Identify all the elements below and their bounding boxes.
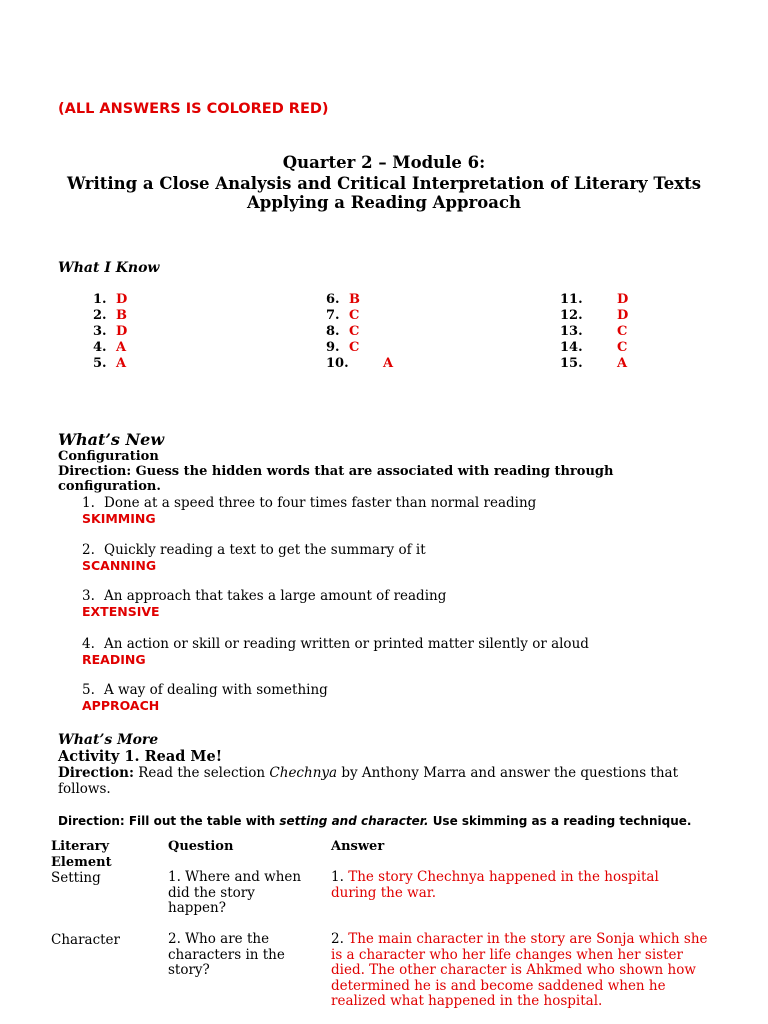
answer-item: 13. C — [560, 324, 628, 339]
whats-more-heading: What’s More — [58, 732, 159, 748]
answer-item: 12. D — [560, 308, 629, 323]
table-header-question: Question — [168, 839, 234, 854]
configuration-label: Configuration — [58, 449, 159, 464]
module-title: Quarter 2 – Module 6: — [282, 153, 486, 172]
answer-item: 7. C — [326, 308, 360, 323]
answer-item: 3. D — [93, 324, 128, 339]
answer-word: SCANNING — [82, 558, 157, 573]
answer-item: 11. D — [560, 292, 629, 307]
answer-column-1 — [93, 292, 127, 372]
answer-column-2 — [326, 292, 393, 372]
answer-item: 6. B — [326, 292, 360, 307]
answer-word: READING — [82, 652, 146, 667]
answer-item: 14. C — [560, 340, 628, 355]
table-direction: Direction: Fill out the table with setting and character. Use skimming as a reading technique. — [58, 814, 692, 828]
table-cell-answer: 1. The story Chechnya happened in the hospital during the war. — [331, 869, 659, 901]
table-cell-question: 1. Where and when did the story happen? — [168, 869, 302, 916]
answer-item: 1. D — [93, 292, 128, 307]
module-subtitle: Writing a Close Analysis and Critical Interpretation of Literary Texts — [66, 174, 701, 193]
answer-word: SKIMMING — [82, 511, 156, 526]
activity-direction-cont: follows. — [58, 781, 111, 797]
table-cell-answer: 2. The main character in the story are Sonja which she is a character who her life changes when her sister died. The other character is Ahkmed who shown how determined he is and become saddened when he realized what happened in the hospital. — [331, 931, 708, 1009]
direction-text-cont: configuration. — [58, 479, 161, 494]
answers-note: (ALL ANSWERS IS COLORED RED) — [58, 101, 329, 117]
answer-item: 10. A — [326, 356, 394, 371]
answer-word: APPROACH — [82, 698, 160, 713]
answer-item: 9. C — [326, 340, 360, 355]
answer-item: 5. A — [93, 356, 127, 371]
table-cell-element: Character — [51, 932, 121, 948]
answer-word: EXTENSIVE — [82, 604, 160, 619]
direction-text: Direction: Guess the hidden words that are associated with reading through — [58, 464, 614, 479]
answer-item: 15. A — [560, 356, 628, 371]
answer-column-3 — [560, 292, 628, 372]
whats-new-heading: What’s New — [58, 430, 165, 449]
table-header-element: Literary Element — [51, 839, 112, 870]
answer-item: 4. A — [93, 340, 127, 355]
answer-item: 2. B — [93, 308, 127, 323]
table-cell-element: Setting — [51, 870, 101, 886]
question-item: 5. A way of dealing with something — [82, 682, 328, 698]
module-subtitle-2: Applying a Reading Approach — [246, 193, 521, 212]
answer-item: 8. C — [326, 324, 360, 339]
table-cell-question: 2. Who are the characters in the story? — [168, 931, 285, 978]
what-i-know-heading: What I Know — [58, 260, 160, 276]
table-header-answer: Answer — [331, 839, 385, 854]
activity-direction: Direction: Read the selection Chechnya by Anthony Marra and answer the questions that — [58, 765, 679, 781]
question-item: 4. An action or skill or reading written or printed matter silently or aloud — [82, 636, 589, 652]
question-item: 2. Quickly reading a text to get the summary of it — [82, 542, 426, 558]
activity-title: Activity 1. Read Me! — [58, 748, 223, 765]
question-item: 3. An approach that takes a large amount of reading — [82, 588, 447, 604]
question-item: 1. Done at a speed three to four times faster than normal reading — [82, 495, 537, 511]
